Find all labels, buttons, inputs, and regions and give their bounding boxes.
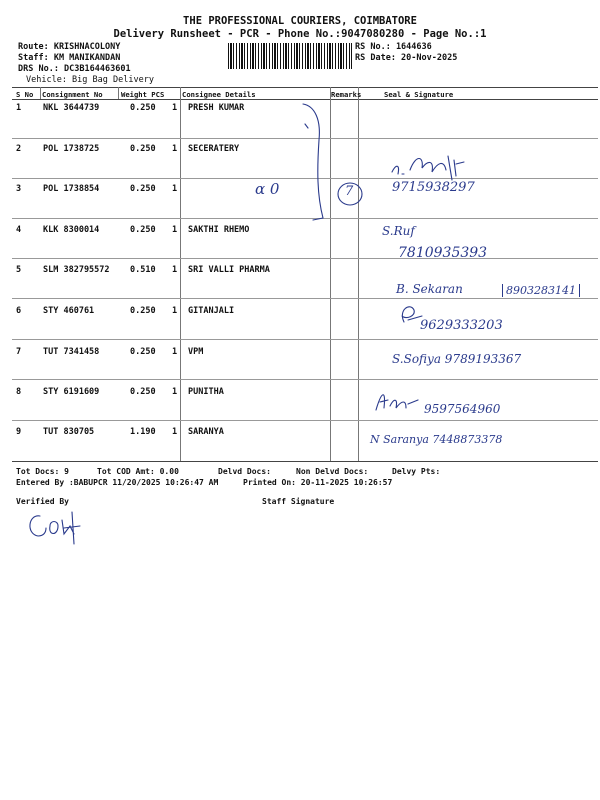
row-pcs: 1 [172,265,178,275]
row-divider [12,258,598,259]
row-weight: 0.250 [130,306,156,316]
row-divider [12,420,598,421]
row9-signature: N Saranya 7448873378 [370,433,503,446]
col-remarks: Remarks [331,90,362,99]
col-divider [180,87,181,461]
row-sno: 1 [16,103,22,113]
printed-on: Printed On: 20-11-2025 10:26:57 [243,478,393,487]
col-consignee: Consignee Details [182,90,256,99]
col-divider [40,87,41,99]
total-cod: Tot COD Amt: 0.00 [97,467,179,476]
row-consignee: SECERATERY [188,144,240,154]
verified-by-label: Verified By [16,497,69,506]
row3-remark: 7 [345,184,354,199]
row4-phone: 7810935393 [398,245,488,261]
row8-signature [372,386,422,414]
row-pcs: 1 [172,184,178,194]
drs-barcode [228,43,352,69]
row-consignee: PUNITHA [188,387,224,397]
rs-number: RS No.: 1644636 [355,42,432,52]
row-weight: 0.250 [130,144,156,154]
company-title: THE PROFESSIONAL COURIERS, COIMBATORE [183,15,417,27]
runsheet-subtitle: Delivery Runsheet - PCR - Phone No.:9047080280 - Page No.:1 [113,28,487,40]
row-weight: 0.250 [130,184,156,194]
row8-phone: 9597564960 [424,402,501,416]
bracket-mark [295,100,335,225]
non-delivered-docs: Non Delvd Docs: [296,467,369,476]
row-consignment: NKL 3644739 [43,103,100,113]
row6-phone: 9629333203 [420,318,503,333]
row-pcs: 1 [172,144,178,154]
row-sno: 4 [16,225,22,235]
staff-signature-label: Staff Signature [262,497,335,506]
delivered-docs: Delvd Docs: [218,467,271,476]
row-consignment: STY 6191609 [43,387,100,397]
row-weight: 0.250 [130,225,156,235]
row-pcs: 1 [172,306,178,316]
row-sno: 9 [16,427,22,437]
row-weight: 1.190 [130,427,156,437]
row-divider [12,298,598,299]
row-consignment: POL 1738854 [43,184,100,194]
row-pcs: 1 [172,225,178,235]
table-bottom-border [12,461,598,462]
row-pcs: 1 [172,427,178,437]
row5-phone: 8903283141 [502,284,580,297]
row-sno: 7 [16,347,22,357]
col-consignment: Consignment No [42,90,103,99]
row7-signature: S.Sofiya 9789193367 [392,352,522,366]
vehicle-label: Vehicle: Big Bag Delivery [26,75,154,85]
row-weight: 0.250 [130,387,156,397]
col-divider [118,87,119,99]
row-consignee: VPM [188,347,204,357]
row-pcs: 1 [172,103,178,113]
col-seal-signature: Seal & Signature [384,90,454,99]
row-consignee: GITANJALI [188,306,235,316]
row-consignment: KLK 8300014 [43,225,100,235]
row-consignee: SAKTHI RHEMO [188,225,250,235]
row4-signature: S.Ruf [382,224,415,238]
table-top-border [12,87,598,88]
verifier-signature [24,506,84,546]
row-sno: 6 [16,306,22,316]
row-consignment: TUT 7341458 [43,347,100,357]
row-sno: 8 [16,387,22,397]
row2-phone: 9715938297 [392,180,475,195]
col-sno: S No [16,90,34,99]
row-consignee: PRESH KUMAR [188,103,245,113]
col-weight-pcs: Weight PCS [121,90,165,99]
row-consignment: SLM 382795572 [43,265,110,275]
staff-label: Staff: KM MANIKANDAN [18,53,121,63]
row3-handwritten-mark: ɑ 0 [255,180,280,198]
row-sno: 2 [16,144,22,154]
total-docs: Tot Docs: 9 [16,467,69,476]
row-sno: 3 [16,184,22,194]
row-consignment: POL 1738725 [43,144,100,154]
row-consignment: STY 460761 [43,306,95,316]
row-divider [12,379,598,380]
row5-signature: B. Sekaran [396,282,463,296]
row-consignee: SARANYA [188,427,224,437]
route-label: Route: KRISHNACOLONY [18,42,121,52]
row-weight: 0.510 [130,265,156,275]
row-weight: 0.250 [130,103,156,113]
entered-by: Entered By :BABUPCR 11/20/2025 10:26:47 AM [16,478,219,487]
row-pcs: 1 [172,387,178,397]
row-pcs: 1 [172,347,178,357]
row-divider [12,339,598,340]
rs-date: RS Date: 20-Nov-2025 [355,53,458,63]
row-consignment: TUT 830705 [43,427,95,437]
delivery-points: Delvy Pts: [392,467,441,476]
row-weight: 0.250 [130,347,156,357]
row-sno: 5 [16,265,22,275]
drs-label: DRS No.: DC3B164463601 [18,64,131,74]
row-consignee: SRI VALLI PHARMA [188,265,270,275]
col-divider [358,87,359,461]
